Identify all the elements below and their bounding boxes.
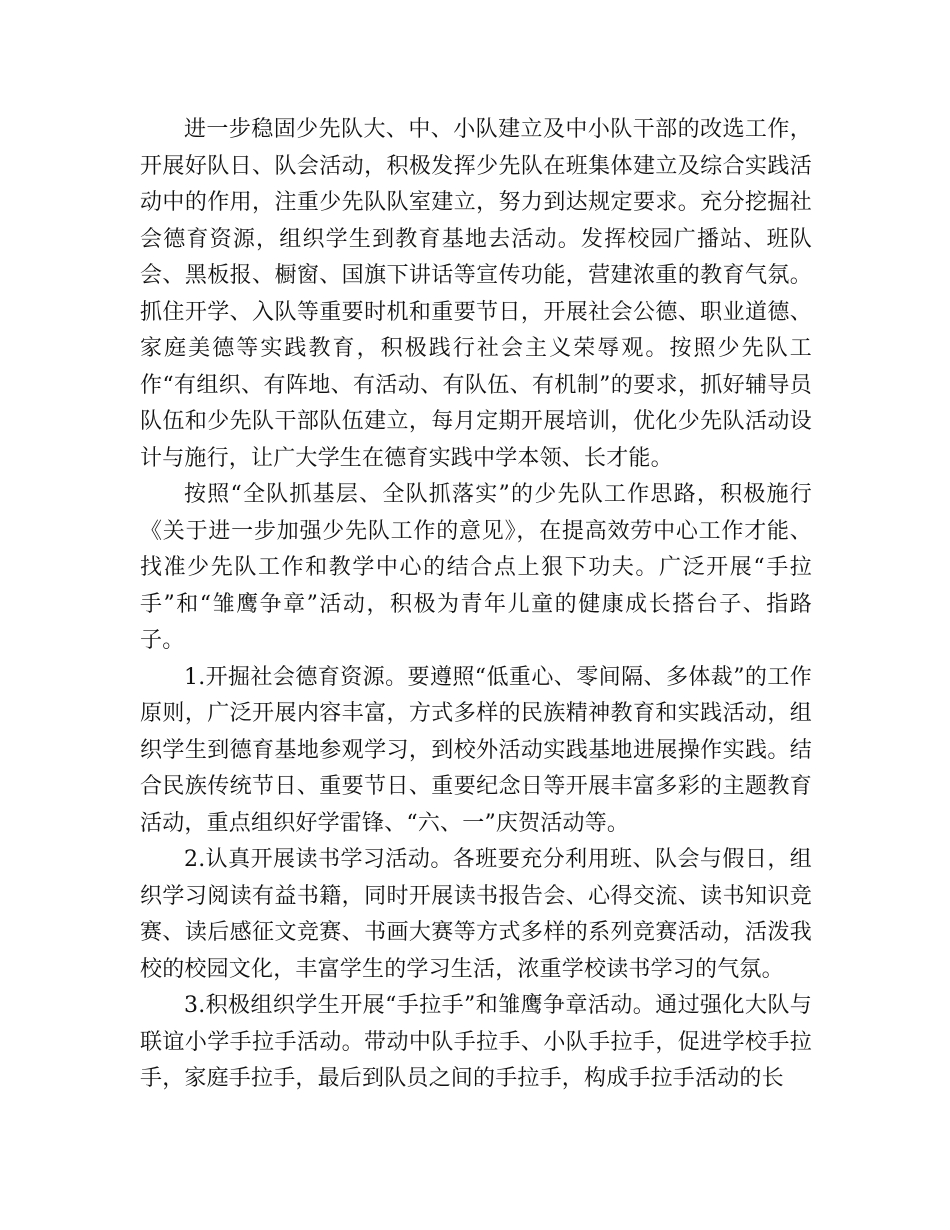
document-page	[140, 112, 812, 1098]
paragraph-5: 3.积极组织学生开展“手拉手”和雏鹰争章活动。通过强化大队与联谊小学手拉手活动。带动中队手拉手、小队手拉手，促进学校手拉手，家庭手拉手，最后到队员之间的手拉手，构成手拉手活动的长	[140, 993, 812, 1091]
paragraph-4: 2.认真开展读书学习活动。各班要充分利用班、队会与假日，组织学习阅读有益书籍，同时开展读书报告会、心得交流、读书知识竞赛、读后感征文竞赛、书画大赛等方式多样的系列竞赛活动，活泼我校的校园文化，丰富学生的学习生活，浓重学校读书学习的气氛。	[140, 847, 812, 982]
paragraph-1: 进一步稳固少先队大、中、小队建立及中小队干部的改选工作，开展好队日、队会活动，积极发挥少先队在班集体建立及综合实践活动中的作用，注重少先队队室建立，努力到达规定要求。充分挖掘社会德育资源，组织学生到教育基地去活动。发挥校园广播站、班队会、黑板报、橱窗、国旗下讲话等宣传功能，营建浓重的教育气氛。抓住开学、入队等重要时机和重要节日，开展社会公德、职业道德、家庭美德等实践教育，积极践行社会主义荣辱观。按照少先队工作“有组织、有阵地、有活动、有队伍、有机制”的要求，抓好辅导员队伍和少先队干部队伍建立，每月定期开展培训，优化少先队活动设计与施行，让广大学生在德育实践中学本领、长才能。	[140, 117, 812, 471]
paragraph-3: 1.开掘社会德育资源。要遵照“低重心、零间隔、多体裁”的工作原则，广泛开展内容丰富，方式多样的民族精神教育和实践活动，组织学生到德育基地参观学习，到校外活动实践基地进展操作实践。结合民族传统节日、重要节日、重要纪念日等开展丰富多彩的主题教育活动，重点组织好学雷锋、“六、一”庆贺活动等。	[140, 664, 812, 836]
paragraph-2: 按照“全队抓基层、全队抓落实”的少先队工作思路，积极施行《关于进一步加强少先队工作的意见》，在提高效劳中心工作才能、找准少先队工作和教学中心的结合点上狠下功夫。广泛开展“手拉手”和“雏鹰争章”活动，积极为青年儿童的健康成长搭台子、指路子。	[140, 482, 812, 653]
